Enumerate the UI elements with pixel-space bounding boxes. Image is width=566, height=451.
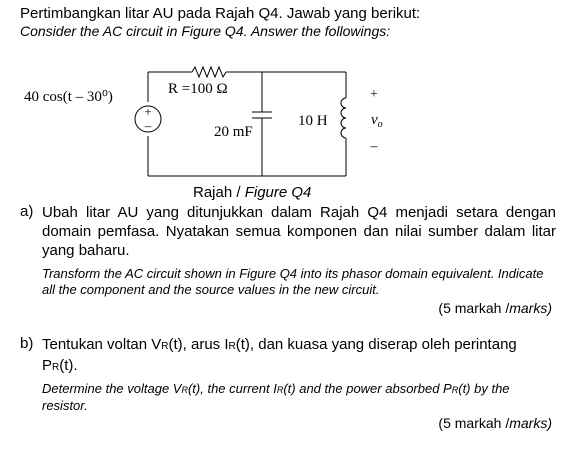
question-a-letter: a) — [20, 203, 34, 220]
question-b-english: Determine the voltage VR(t), the current IR(t) and the power absorbed PR(t) by the resistor. — [42, 381, 510, 413]
figure-caption — [193, 184, 311, 201]
question-a-marks — [438, 300, 552, 316]
source-label: 40 cos(t – 30⁰) — [24, 89, 113, 105]
question-title-english: Consider the AC circuit in Figure Q4. Answer the followings: — [20, 23, 391, 39]
question-a-marks-english: marks) — [509, 300, 552, 316]
question-b-marks-malay: (5 markah / — [438, 415, 510, 431]
question-b-malay: Tentukan voltan VR(t), arus IR(t), dan kuasa yang diserap oleh perintang PR(t). — [42, 336, 517, 374]
question-b-marks — [438, 415, 552, 431]
figure-caption-english: Figure Q4 — [244, 184, 312, 201]
circuit-diagram — [0, 0, 566, 200]
question-a-malay: Ubah litar AU yang ditunjukkan dalam Rajah Q4 menjadi setara dengan domain pemfasa. Nyatakan semua komponen dan nilai sumber dalam litar yang baharu. — [42, 204, 556, 259]
inductor-coil — [341, 98, 346, 138]
capacitor-label: 20 mF — [214, 124, 253, 140]
source-plus: + — [144, 104, 152, 119]
figure-caption-malay: Rajah / — [193, 184, 245, 201]
source-minus: – — [144, 118, 152, 133]
inductor-label: 10 H — [298, 113, 328, 129]
vo-plus: + — [370, 87, 378, 102]
vo-label-sub: o — [377, 119, 383, 130]
vo-label — [371, 112, 383, 130]
vo-label-v: v — [371, 112, 378, 128]
vo-minus: – — [370, 139, 378, 154]
question-b-letter: b) — [20, 335, 34, 352]
question-b-marks-english: marks) — [509, 415, 552, 431]
question-title-malay: Pertimbangkan litar AU pada Rajah Q4. Jawab yang berikut: — [20, 5, 421, 22]
question-a-english: Transform the AC circuit shown in Figure Q4 into its phasor domain equivalent. Indicate all the component and the source values in the new circuit. — [42, 266, 544, 297]
question-a-marks-malay: (5 markah / — [438, 300, 510, 316]
resistor-symbol — [192, 67, 226, 77]
resistor-label: R =100 Ω — [168, 81, 228, 97]
